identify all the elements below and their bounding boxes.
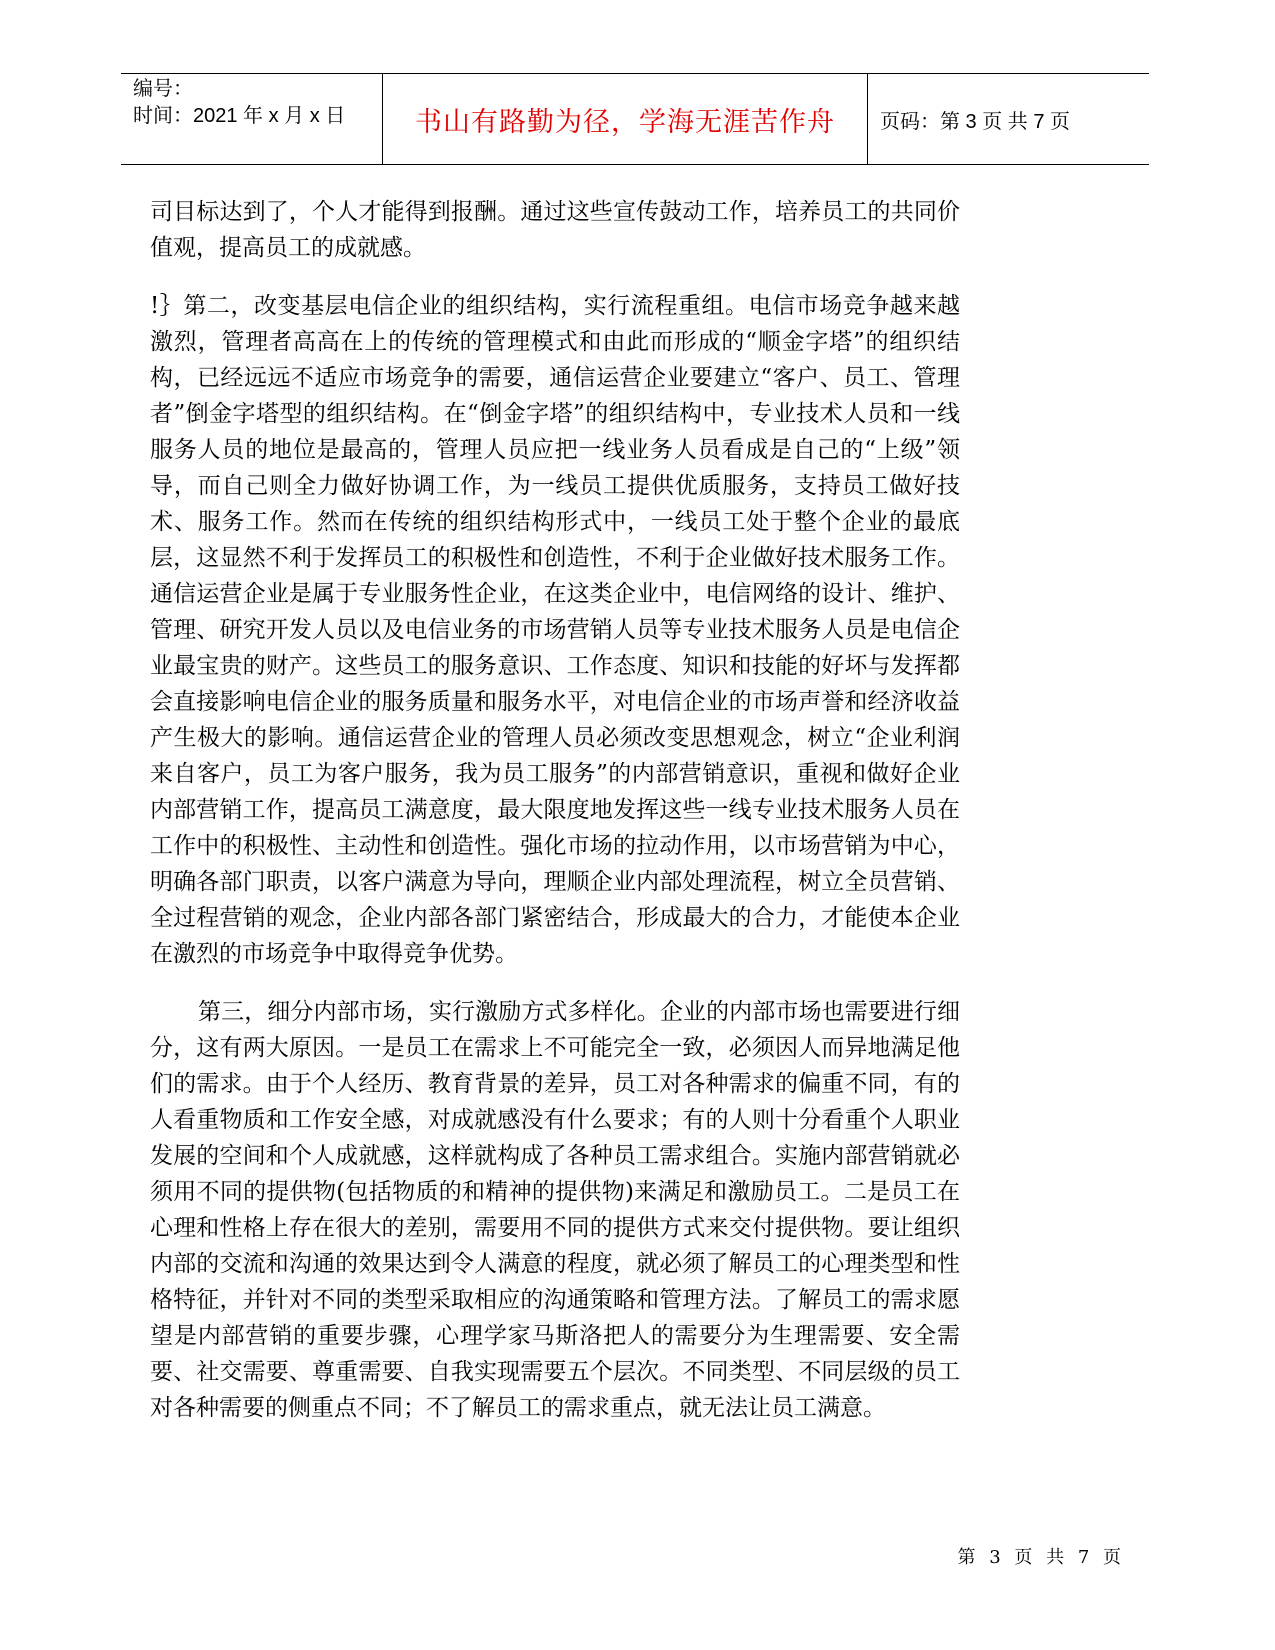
- document-number-label: 编号：: [133, 78, 193, 100]
- paragraph-third-point: 第三，细分内部市场，实行激励方式多样化。企业的内部市场也需要进行细分，这有两大原因。一是员工在需求上不可能完全一致，必须因人而异地满足他们的需求。由于个人经历、教育背景的差异，员工对各种需求的偏重不同，有的人看重物质和工作安全感，对成就感没有什么要求；有的人则十分看重个人职业发展的空间和个人成就感，这样就构成了各种员工需求组合。实施内部营销就必须用不同的提供物(包括物质的和精神的提供物)来满足和激励员工。二是员工在心理和性格上存在很大的差别，需要用不同的提供方式来交付提供物。要让组织内部的交流和沟通的效果达到令人满意的程度，就必须了解员工的心理类型和性格特征，并针对不同的类型采取相应的沟通策略和管理方法。了解员工的需求愿望是内部营销的重要步骤，心理学家马斯洛把人的需要分为生理需要、安全需要、社交需要、尊重需要、自我实现需要五个层次。不同类型、不同层级的员工对各种需要的侧重点不同；不了解员工的需求重点，就无法让员工满意。: [150, 999, 960, 1421]
- page-header: [121, 73, 1149, 165]
- paragraph-second-point: !｝第二，改变基层电信企业的组织结构，实行流程重组。电信市场竞争越来越激烈，管理者高高在上的传统的管理模式和由此而形成的“顺金字塔”的组织结构，已经远远不适应市场竞争的需要，通信运营企业要建立“客户、员工、管理者”倒金字塔型的组织结构。在“倒金字塔”的组织结构中，专业技术人员和一线服务人员的地位是最高的，管理人员应把一线业务人员看成是自己的“上级”领导，而自己则全力做好协调工作，为一线员工提供优质服务，支持员工做好技术、服务工作。然而在传统的组织结构形式中，一线员工处于整个企业的最底层，这显然不利于发挥员工的积极性和创造性，不利于企业做好技术服务工作。通信运营企业是属于专业服务性企业，在这类企业中，电信网络的设计、维护、管理、研究开发人员以及电信业务的市场营销人员等专业技术服务人员是电信企业最宝贵的财产。这些员工的服务意识、工作态度、知识和技能的好坏与发挥都会直接影响电信企业的服务质量和服务水平，对电信企业的市场声誉和经济收益产生极大的影响。通信运营企业的管理人员必须改变思想观念，树立“企业利润来自客户，员工为客户服务，我为员工服务”的内部营销意识，重视和做好企业内部营销工作，提高员工满意度，最大限度地发挥这些一线专业技术服务人员在工作中的积极性、主动性和创造性。强化市场的拉动作用，以市场营销为中心，明确各部门职责，以客户满意为导向，理顺企业内部处理流程，树立全员营销、全过程营销的观念，企业内部各部门紧密结合，形成最大的合力，才能使本企业在激烈的市场竞争中取得竞争优势。: [150, 293, 960, 967]
- document-body: [150, 194, 960, 1448]
- document-time-label: 时间：2021 年 x 月 x 日: [133, 105, 346, 127]
- page-footer: 第 3 页 共 7 页: [957, 1547, 1125, 1568]
- header-motto: 书山有路勤为径，学海无涯苦作舟: [383, 74, 868, 164]
- header-meta: [121, 74, 383, 164]
- paragraph-continuation: 司目标达到了，个人才能得到报酬。通过这些宣传鼓动工作，培养员工的共同价值观，提高员工的成就感。: [150, 199, 960, 261]
- header-page-number: 页码：第 3 页 共 7 页: [880, 110, 1071, 133]
